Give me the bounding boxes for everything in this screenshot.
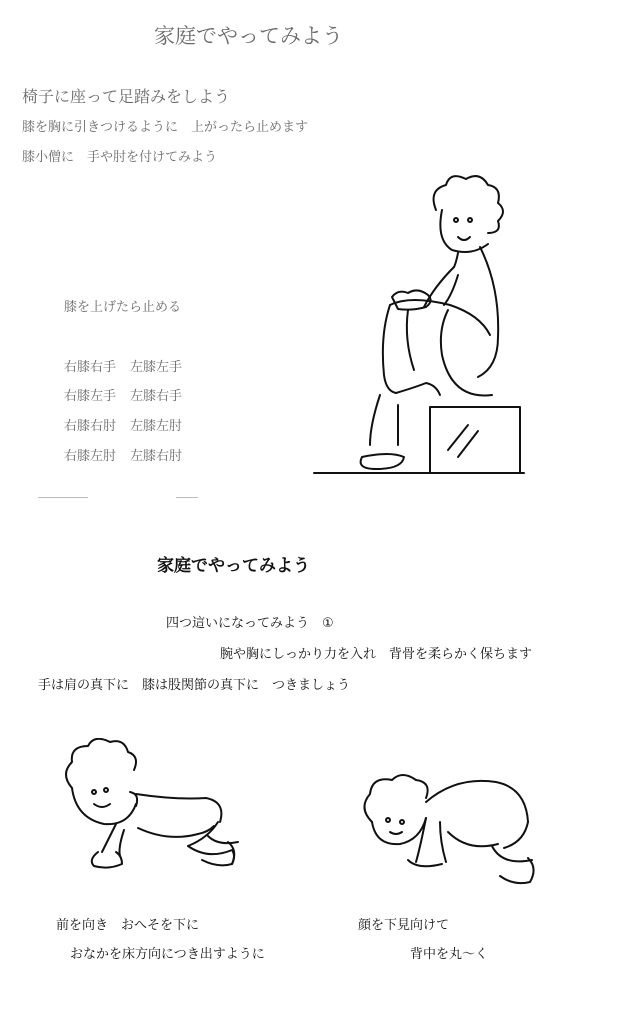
right-caption-line2: 背中を丸～く — [410, 947, 489, 962]
divider — [38, 497, 88, 498]
list-item — [64, 445, 182, 464]
section1-line2: 膝小僧に 手や肘を付けてみよう — [22, 150, 218, 165]
section2-line1: 腕や胸にしっかり力を入れ 背骨を柔らかく保ちます — [220, 647, 533, 662]
list-item-right: 右膝右手 — [64, 360, 117, 375]
list-item-left: 左膝左手 — [130, 360, 183, 375]
sitting-figure-illustration — [308, 175, 528, 485]
list-item-left: 左膝右肘 — [130, 449, 183, 464]
left-caption-line2: おなかを床方向につき出すように — [70, 947, 265, 962]
section1-sub: 膝を上げたら止める — [64, 300, 182, 315]
section2-heading: 四つ這いになってみよう ① — [166, 616, 334, 631]
crawling-figure-front-illustration — [58, 738, 258, 888]
list-item — [64, 385, 182, 404]
crawling-figure-rounded-back-illustration — [352, 762, 552, 892]
list-item-right: 右膝左手 — [64, 389, 117, 404]
section2-title: 家庭でやってみよう — [157, 556, 310, 576]
list-item — [64, 415, 182, 434]
left-caption-line1: 前を向き おへそを下に — [56, 918, 200, 933]
section2-line2: 手は肩の真下に 膝は股関節の真下に つきましょう — [38, 678, 351, 693]
list-item-right: 右膝右肘 — [64, 419, 117, 434]
list-item-right: 右膝左肘 — [64, 449, 117, 464]
list-item — [64, 356, 182, 375]
section1-heading: 椅子に座って足踏みをしよう — [22, 87, 231, 106]
divider — [176, 497, 198, 498]
list-item-left: 左膝左肘 — [130, 419, 183, 434]
section1-title: 家庭でやってみよう — [154, 24, 343, 48]
list-item-left: 左膝右手 — [130, 389, 183, 404]
section1-line1: 膝を胸に引きつけるように 上がったら止めます — [22, 120, 309, 135]
right-caption-line1: 顔を下見向けて — [358, 918, 450, 933]
